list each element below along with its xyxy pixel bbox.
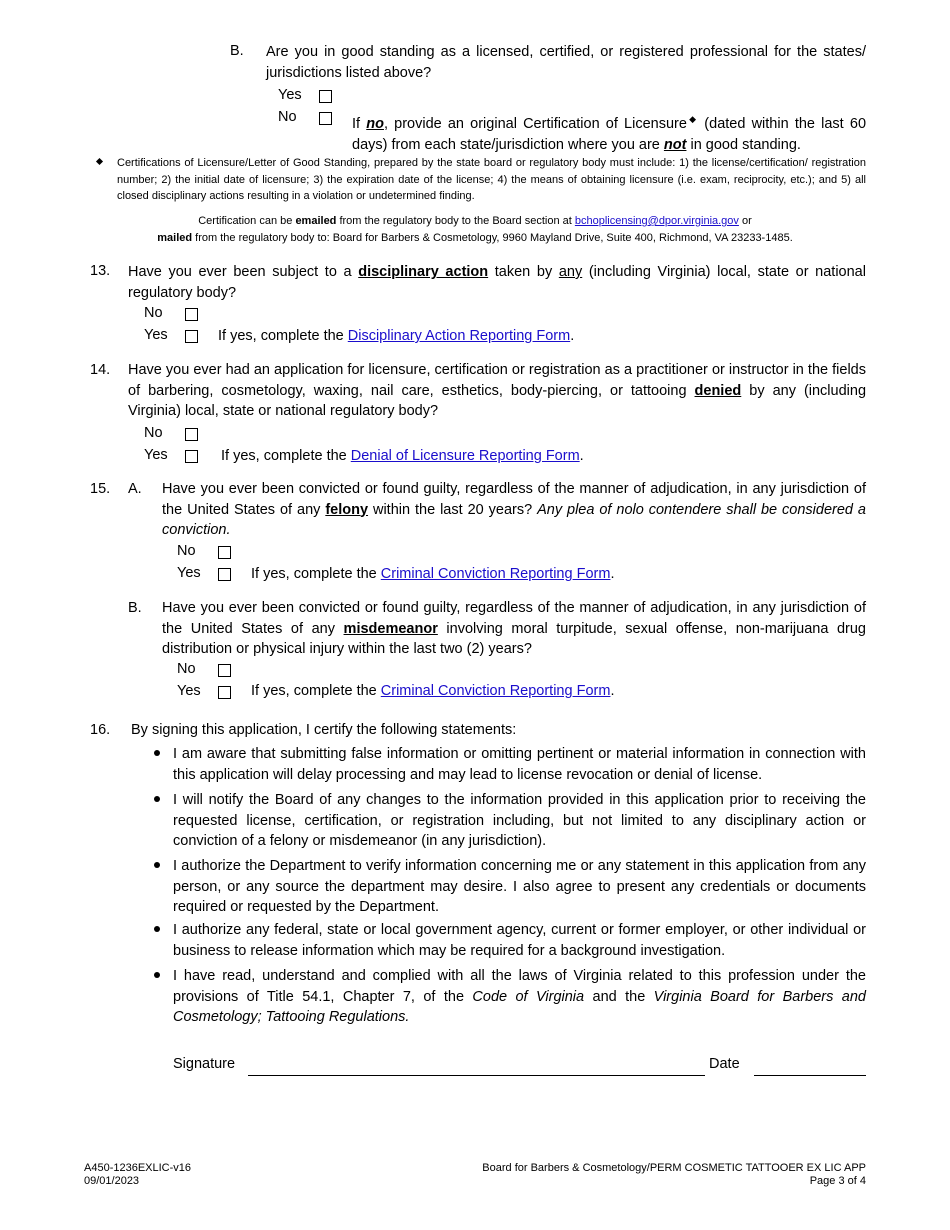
date-line[interactable]	[754, 1075, 866, 1076]
q14-question: Have you ever had an application for licensure, certification or registration as a practitioner or instructor in the fields of barbering, cosmetology, waxing, nail care, esthetics, body-piercing, or tattooing denied by any (including Virginia) local, state or national regulatory body?	[128, 362, 867, 419]
q15b-no-checkbox[interactable]	[218, 664, 231, 677]
q15a-yes-label: Yes	[177, 565, 201, 581]
form-id: A450-1236EXLIC-v16	[84, 1162, 192, 1174]
certification-line-2: mailed from the regulatory body to: Board for Barbers & Cosmetology, 9960 Mayland Drive, Suite 400, Richmond, VA 23233-1485.	[157, 232, 793, 244]
certification-line-1: Certification can be emailed from the regulatory body to the Board section at bchoplicensing@dpor.virginia.gov or	[198, 215, 752, 227]
diamond-icon: ◆	[686, 114, 699, 124]
date-label: Date	[709, 1056, 740, 1072]
q16-statement-4: I authorize any federal, state or local government agency, current or former employer, or other individual or business to release information which may be required for a background investigation.	[173, 922, 866, 959]
form-date: 09/01/2023	[84, 1175, 140, 1187]
denial-of-licensure-form-link[interactable]: Denial of Licensure Reporting Form	[350, 448, 580, 464]
q12b-no-instruction: If no, provide an original Certification of Licensure◆ (dated within the last 60 days) from each state/jurisdiction where you are not in good standing.	[352, 114, 867, 153]
q15-number: 15.	[90, 481, 111, 497]
q16-statement-3: I authorize the Department to verify information concerning me or any statement in this application from any person, or any source the department may desire. I also agree to present any credentials or documents required or requested by the Department.	[173, 858, 866, 915]
q12b-letter: B.	[230, 43, 244, 59]
q12b-no-checkbox[interactable]	[319, 112, 332, 125]
q12b-no-label: No	[278, 109, 297, 125]
q14-yes-label: Yes	[144, 447, 168, 463]
q15b-question: Have you ever been convicted or found guilty, regardless of the manner of adjudication, in any jurisdiction of the United States of any misdemeanor involving moral turpitude, sexual offense, non-marijuana drug distribution or physical injury within the last two (2) years?	[162, 600, 866, 657]
q12b-yes-checkbox[interactable]	[319, 90, 332, 103]
q12b-yes-label: Yes	[278, 87, 302, 103]
signature-label: Signature	[173, 1056, 236, 1072]
q13-yes-label: Yes	[144, 327, 168, 343]
q14-instruction: If yes, complete the Denial of Licensure Reporting Form.	[221, 448, 584, 464]
board-title: Board for Barbers & Cosmetology/PERM COSMETIC TATTOOER EX LIC APP	[482, 1162, 866, 1174]
q15a-no-label: No	[177, 543, 196, 559]
bullet-icon	[154, 972, 160, 978]
q15b-instruction: If yes, complete the Criminal Conviction Reporting Form.	[251, 683, 615, 699]
q15a-yes-checkbox[interactable]	[218, 568, 231, 581]
bullet-icon	[154, 796, 160, 802]
q12b-question: Are you in good standing as a licensed, certified, or registered professional for the states/ jurisdictions listed above?	[266, 44, 866, 81]
q14-no-label: No	[144, 425, 163, 441]
q15a-instruction: If yes, complete the Criminal Conviction Reporting Form.	[251, 566, 615, 582]
q16-statement-5: I have read, understand and complied with all the laws of Virginia related to this profession under the provisions of Title 54.1, Chapter 7, of the Code of Virginia and the Virginia Board for Barbers and Cosmetology; Tattooing Regulations.	[173, 968, 866, 1025]
criminal-conviction-form-link[interactable]: Criminal Conviction Reporting Form	[380, 683, 611, 699]
q15b-yes-checkbox[interactable]	[218, 686, 231, 699]
disciplinary-action-form-link[interactable]: Disciplinary Action Reporting Form	[347, 328, 571, 344]
q13-yes-checkbox[interactable]	[185, 330, 198, 343]
footnote-text: Certifications of Licensure/Letter of Good Standing, prepared by the state board or regulatory body must include: 1) the license/certification/ registration number; 2) the initial date of licensure; 3) the expiration date of the license; 4) the means of obtaining licensure (i.e. exam, reciprocity, etc.); and 5) all closed disciplinary actions resulting in a violation or undetermined finding.	[117, 157, 866, 202]
signature-line[interactable]	[248, 1075, 705, 1076]
q13-question: Have you ever been subject to a disciplinary action taken by any (including Virginia) local, state or national regulatory body?	[128, 264, 866, 301]
q13-no-label: No	[144, 305, 163, 321]
diamond-icon	[96, 158, 103, 165]
q13-instruction: If yes, complete the Disciplinary Action Reporting Form.	[218, 328, 575, 344]
bullet-icon	[154, 862, 160, 868]
footer-left	[84, 1162, 191, 1188]
criminal-conviction-form-link[interactable]: Criminal Conviction Reporting Form	[380, 566, 611, 582]
q13-number: 13.	[90, 263, 111, 279]
q15b-letter: B.	[128, 600, 142, 616]
q14-yes-checkbox[interactable]	[185, 450, 198, 463]
q16-number: 16.	[90, 722, 111, 738]
q15b-no-label: No	[177, 661, 196, 677]
q14-number: 14.	[90, 362, 111, 378]
q16-statement-2: I will notify the Board of any changes to the information provided in this application prior to receiving the requested license, certification, or registration including, but not limited to any disciplinary action or conviction of a felony or misdemeanor (in any jurisdiction).	[173, 792, 866, 849]
q14-no-checkbox[interactable]	[185, 428, 198, 441]
q15a-letter: A.	[128, 481, 142, 497]
q16-statement-1: I am aware that submitting false information or omitting pertinent or material information in connection with this application will delay processing and may lead to license revocation or denial of license.	[173, 746, 866, 783]
bullet-icon	[154, 750, 160, 756]
bullet-icon	[154, 926, 160, 932]
q15b-yes-label: Yes	[177, 683, 201, 699]
footer-right	[482, 1162, 866, 1188]
q15a-no-checkbox[interactable]	[218, 546, 231, 559]
q13-no-checkbox[interactable]	[185, 308, 198, 321]
q15a-question: Have you ever been convicted or found guilty, regardless of the manner of adjudication, in any jurisdiction of the United States of any felony within the last 20 years? Any plea of nolo contendere shall be considered a conviction.	[162, 481, 866, 538]
email-link[interactable]: bchoplicensing@dpor.virginia.gov	[574, 215, 739, 227]
page-number: Page 3 of 4	[809, 1175, 866, 1187]
q16-intro: By signing this application, I certify the following statements:	[131, 722, 517, 738]
